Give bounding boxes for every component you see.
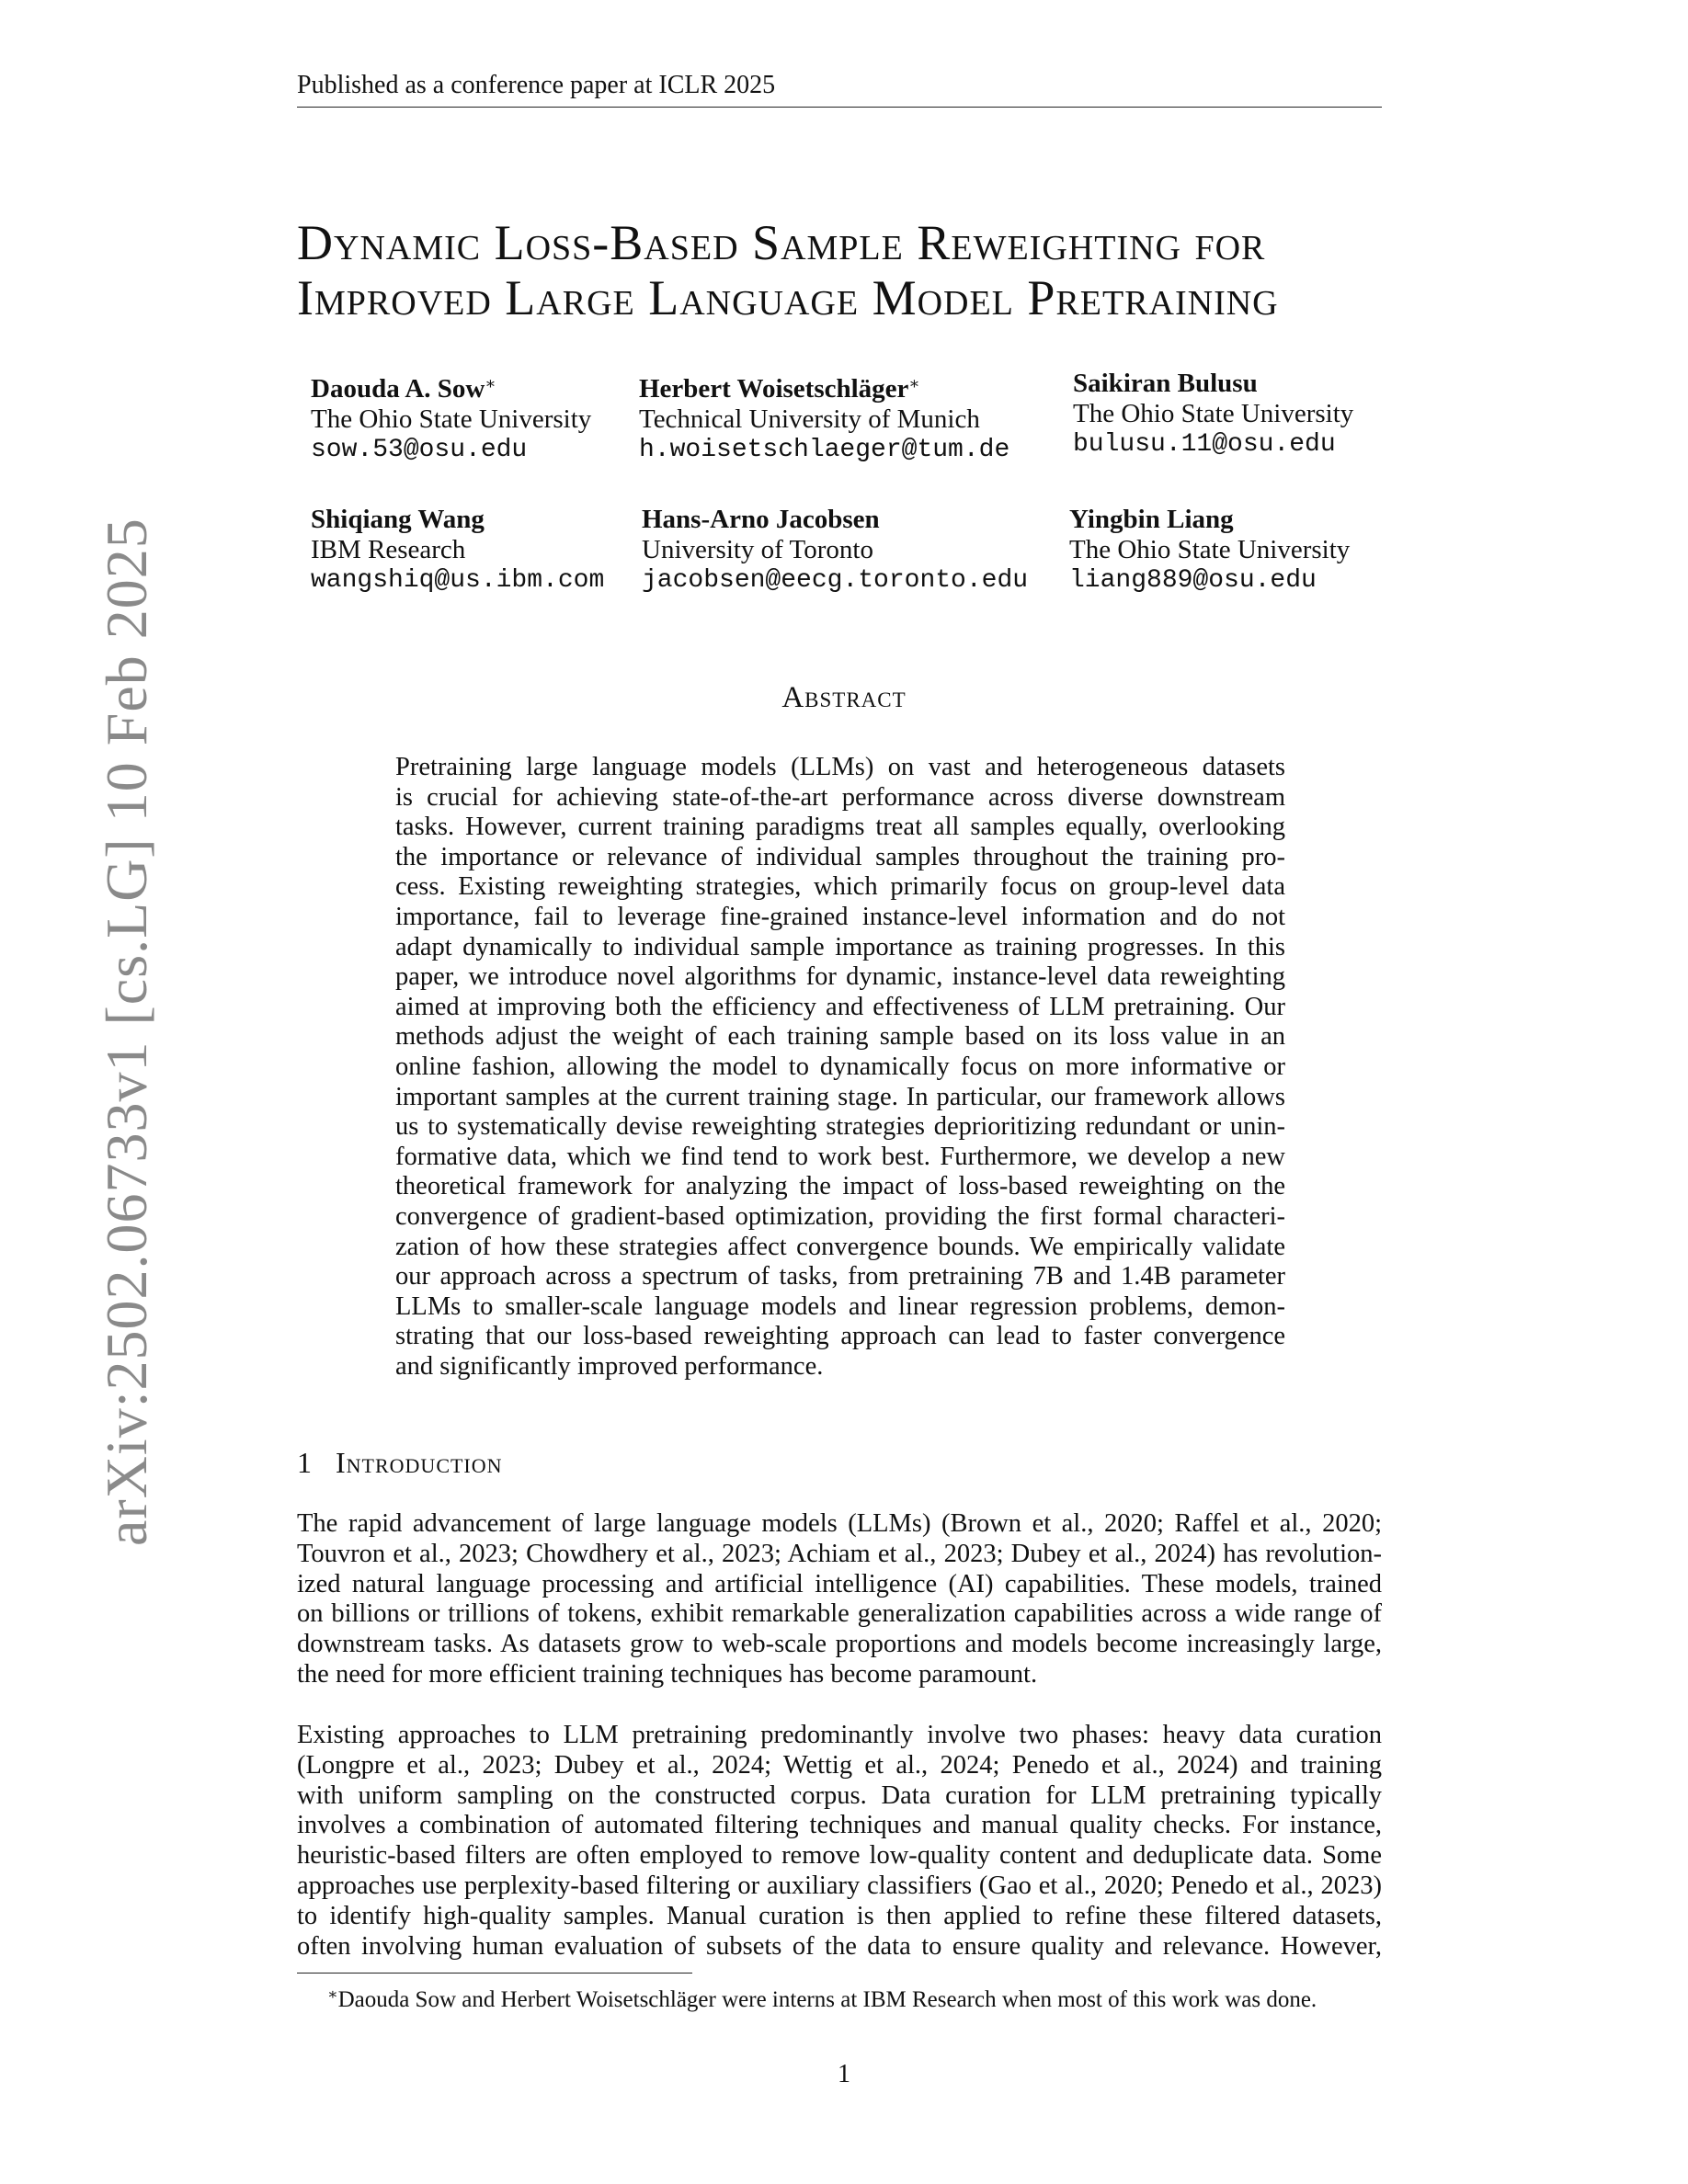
abstract-line: paper, we introduce novel algorithms for dynamic, instance-level data reweighting xyxy=(395,962,1285,992)
abstract-line: is crucial for achieving state-of-the-art performance across diverse downstream xyxy=(395,782,1285,812)
arxiv-identifier-stamp: arXiv:2502.06733v1 [cs.LG] 10 Feb 2025 xyxy=(94,518,159,1546)
author-name: Shiqiang Wang xyxy=(311,505,485,534)
author-email: jacobsen@eecg.toronto.edu xyxy=(642,566,1029,595)
author-block-6 xyxy=(1069,505,1350,596)
intro-paragraph-1 xyxy=(297,1509,1382,1690)
author-footnote-marker: ∗ xyxy=(908,374,920,392)
header-rule xyxy=(297,107,1382,108)
abstract-line: formative data, which we find tend to work best. Furthermore, we develop a new xyxy=(395,1142,1285,1171)
author-email: bulusu.11@osu.edu xyxy=(1073,430,1336,459)
author-footnote-marker: ∗ xyxy=(485,374,496,392)
author-affiliation: IBM Research xyxy=(311,535,466,564)
author-block-4 xyxy=(311,505,604,596)
intro-paragraph-2-line: Existing approaches to LLM pretraining predominantly involve two phases: heavy data curation xyxy=(297,1721,1382,1749)
abstract-line: adapt dynamically to individual sample importance as training progresses. In this xyxy=(395,932,1285,961)
abstract-line: the importance or relevance of individual samples throughout the training pro- xyxy=(395,842,1285,871)
intro-paragraph-1-line: ized natural language processing and artificial intelligence (AI) capabilities. These models, trained xyxy=(297,1569,1382,1598)
author-affiliation: The Ohio State University xyxy=(1073,399,1354,428)
abstract-line: our approach across a spectrum of tasks, from pretraining 7B and 1.4B parameter xyxy=(395,1262,1285,1291)
title-line-2: Improved Large Language Model Pretraining xyxy=(297,270,1279,325)
author-block-2 xyxy=(639,369,1009,465)
abstract-line: Pretraining large language models (LLMs) on vast and heterogeneous datasets xyxy=(395,753,1285,781)
intro-paragraph-2-line: (Longpre et al., 2023; Dubey et al., 2024; Wettig et al., 2024; Penedo et al., 2024) and training xyxy=(297,1750,1382,1780)
abstract-heading: Abstract xyxy=(781,681,907,714)
author-block-3 xyxy=(1073,369,1353,460)
abstract-line: importance, fail to leverage fine-grained instance-level information and do not xyxy=(395,902,1285,931)
abstract-line: important samples at the current training stage. In particular, our framework allows xyxy=(395,1082,1285,1111)
author-name: Herbert Woisetschläger∗ xyxy=(639,374,920,404)
abstract-line: cess. Existing reweighting strategies, which primarily focus on group-level data xyxy=(395,872,1285,902)
abstract-line: and significantly improved performance. xyxy=(395,1351,824,1381)
page-number: 1 xyxy=(838,2060,850,2088)
author-email: wangshiq@us.ibm.com xyxy=(311,566,605,595)
author-name: Daouda A. Sow∗ xyxy=(311,374,496,404)
author-affiliation: The Ohio State University xyxy=(1069,535,1351,564)
author-affiliation: University of Toronto xyxy=(642,535,873,564)
author-affiliation: The Ohio State University xyxy=(311,404,592,434)
author-email: sow.53@osu.edu xyxy=(311,436,528,464)
intro-paragraph-1-line: Touvron et al., 2023; Chowdhery et al., 2023; Achiam et al., 2023; Dubey et al., 2024) has revolution- xyxy=(297,1539,1382,1568)
abstract-line: strating that our loss-based reweighting approach can lead to faster convergence xyxy=(395,1322,1285,1351)
intro-paragraph-2 xyxy=(297,1721,1382,1962)
intro-paragraph-1-line: The rapid advancement of large language models (LLMs) (Brown et al., 2020; Raffel et al., 2020; xyxy=(297,1509,1382,1538)
section-number: 1 xyxy=(297,1446,312,1479)
author-name: Yingbin Liang xyxy=(1069,505,1234,534)
author-email: liang889@osu.edu xyxy=(1069,566,1317,595)
abstract-line: convergence of gradient-based optimization, providing the first formal characteri- xyxy=(395,1201,1285,1231)
paper-title xyxy=(297,215,1400,325)
abstract-line: theoretical framework for analyzing the impact of loss-based reweighting on the xyxy=(395,1172,1285,1201)
abstract-line: zation of how these strategies affect convergence bounds. We empirically validate xyxy=(395,1232,1285,1261)
section-title: Introduction xyxy=(336,1446,503,1479)
intro-paragraph-1-line: downstream tasks. As datasets grow to web-scale proportions and models become increasingly large, xyxy=(297,1630,1382,1659)
intro-paragraph-2-line: often involving human evaluation of subsets of the data to ensure quality and relevance. However, xyxy=(297,1931,1382,1961)
title-line-1: Dynamic Loss-Based Sample Reweighting for xyxy=(297,215,1266,270)
footnote-rule xyxy=(297,1973,692,1974)
footnote-marker: ∗ xyxy=(327,1985,338,2003)
abstract-line: tasks. However, current training paradigms treat all samples equally, overlooking xyxy=(395,813,1285,842)
author-block-1 xyxy=(311,369,591,465)
abstract-line: us to systematically devise reweighting strategies deprioritizing redundant or unin- xyxy=(395,1112,1285,1142)
section-heading-introduction xyxy=(297,1445,503,1480)
author-name: Saikiran Bulusu xyxy=(1073,369,1258,398)
intro-paragraph-1-line: the need for more efficient training techniques has become paramount. xyxy=(297,1659,1038,1689)
abstract-line: aimed at improving both the efficiency and effectiveness of LLM pretraining. Our xyxy=(395,992,1285,1021)
footnote xyxy=(327,1981,1317,2014)
running-header: Published as a conference paper at ICLR 2025 xyxy=(297,71,776,99)
abstract-body xyxy=(395,753,1285,1382)
author-affiliation: Technical University of Munich xyxy=(639,404,980,434)
abstract-line: online fashion, allowing the model to dynamically focus on more informative or xyxy=(395,1052,1285,1081)
intro-paragraph-1-line: on billions or trillions of tokens, exhibit remarkable generalization capabilities across a wide range of xyxy=(297,1599,1382,1629)
footnote-text: Daouda Sow and Herbert Woisetschläger were interns at IBM Research when most of this work was done. xyxy=(337,1987,1317,2012)
abstract-line: methods adjust the weight of each training sample based on its loss value in an xyxy=(395,1022,1285,1052)
intro-paragraph-2-line: approaches use perplexity-based filtering or auxiliary classifiers (Gao et al., 2020; Penedo et al., 2023) xyxy=(297,1871,1382,1900)
author-block-5 xyxy=(642,505,1028,596)
intro-paragraph-2-line: involves a combination of automated filtering techniques and manual quality checks. For instance, xyxy=(297,1811,1382,1840)
author-name: Hans-Arno Jacobsen xyxy=(642,505,880,534)
intro-paragraph-2-line: heuristic-based filters are often employed to remove low-quality content and deduplicate data. Some xyxy=(297,1841,1382,1871)
intro-paragraph-2-line: to identify high-quality samples. Manual curation is then applied to refine these filtered datasets, xyxy=(297,1901,1382,1930)
abstract-line: LLMs to smaller-scale language models and linear regression problems, demon- xyxy=(395,1291,1285,1321)
author-email: h.woisetschlaeger@tum.de xyxy=(639,436,1010,464)
intro-paragraph-2-line: with uniform sampling on the constructed corpus. Data curation for LLM pretraining typically xyxy=(297,1780,1382,1810)
